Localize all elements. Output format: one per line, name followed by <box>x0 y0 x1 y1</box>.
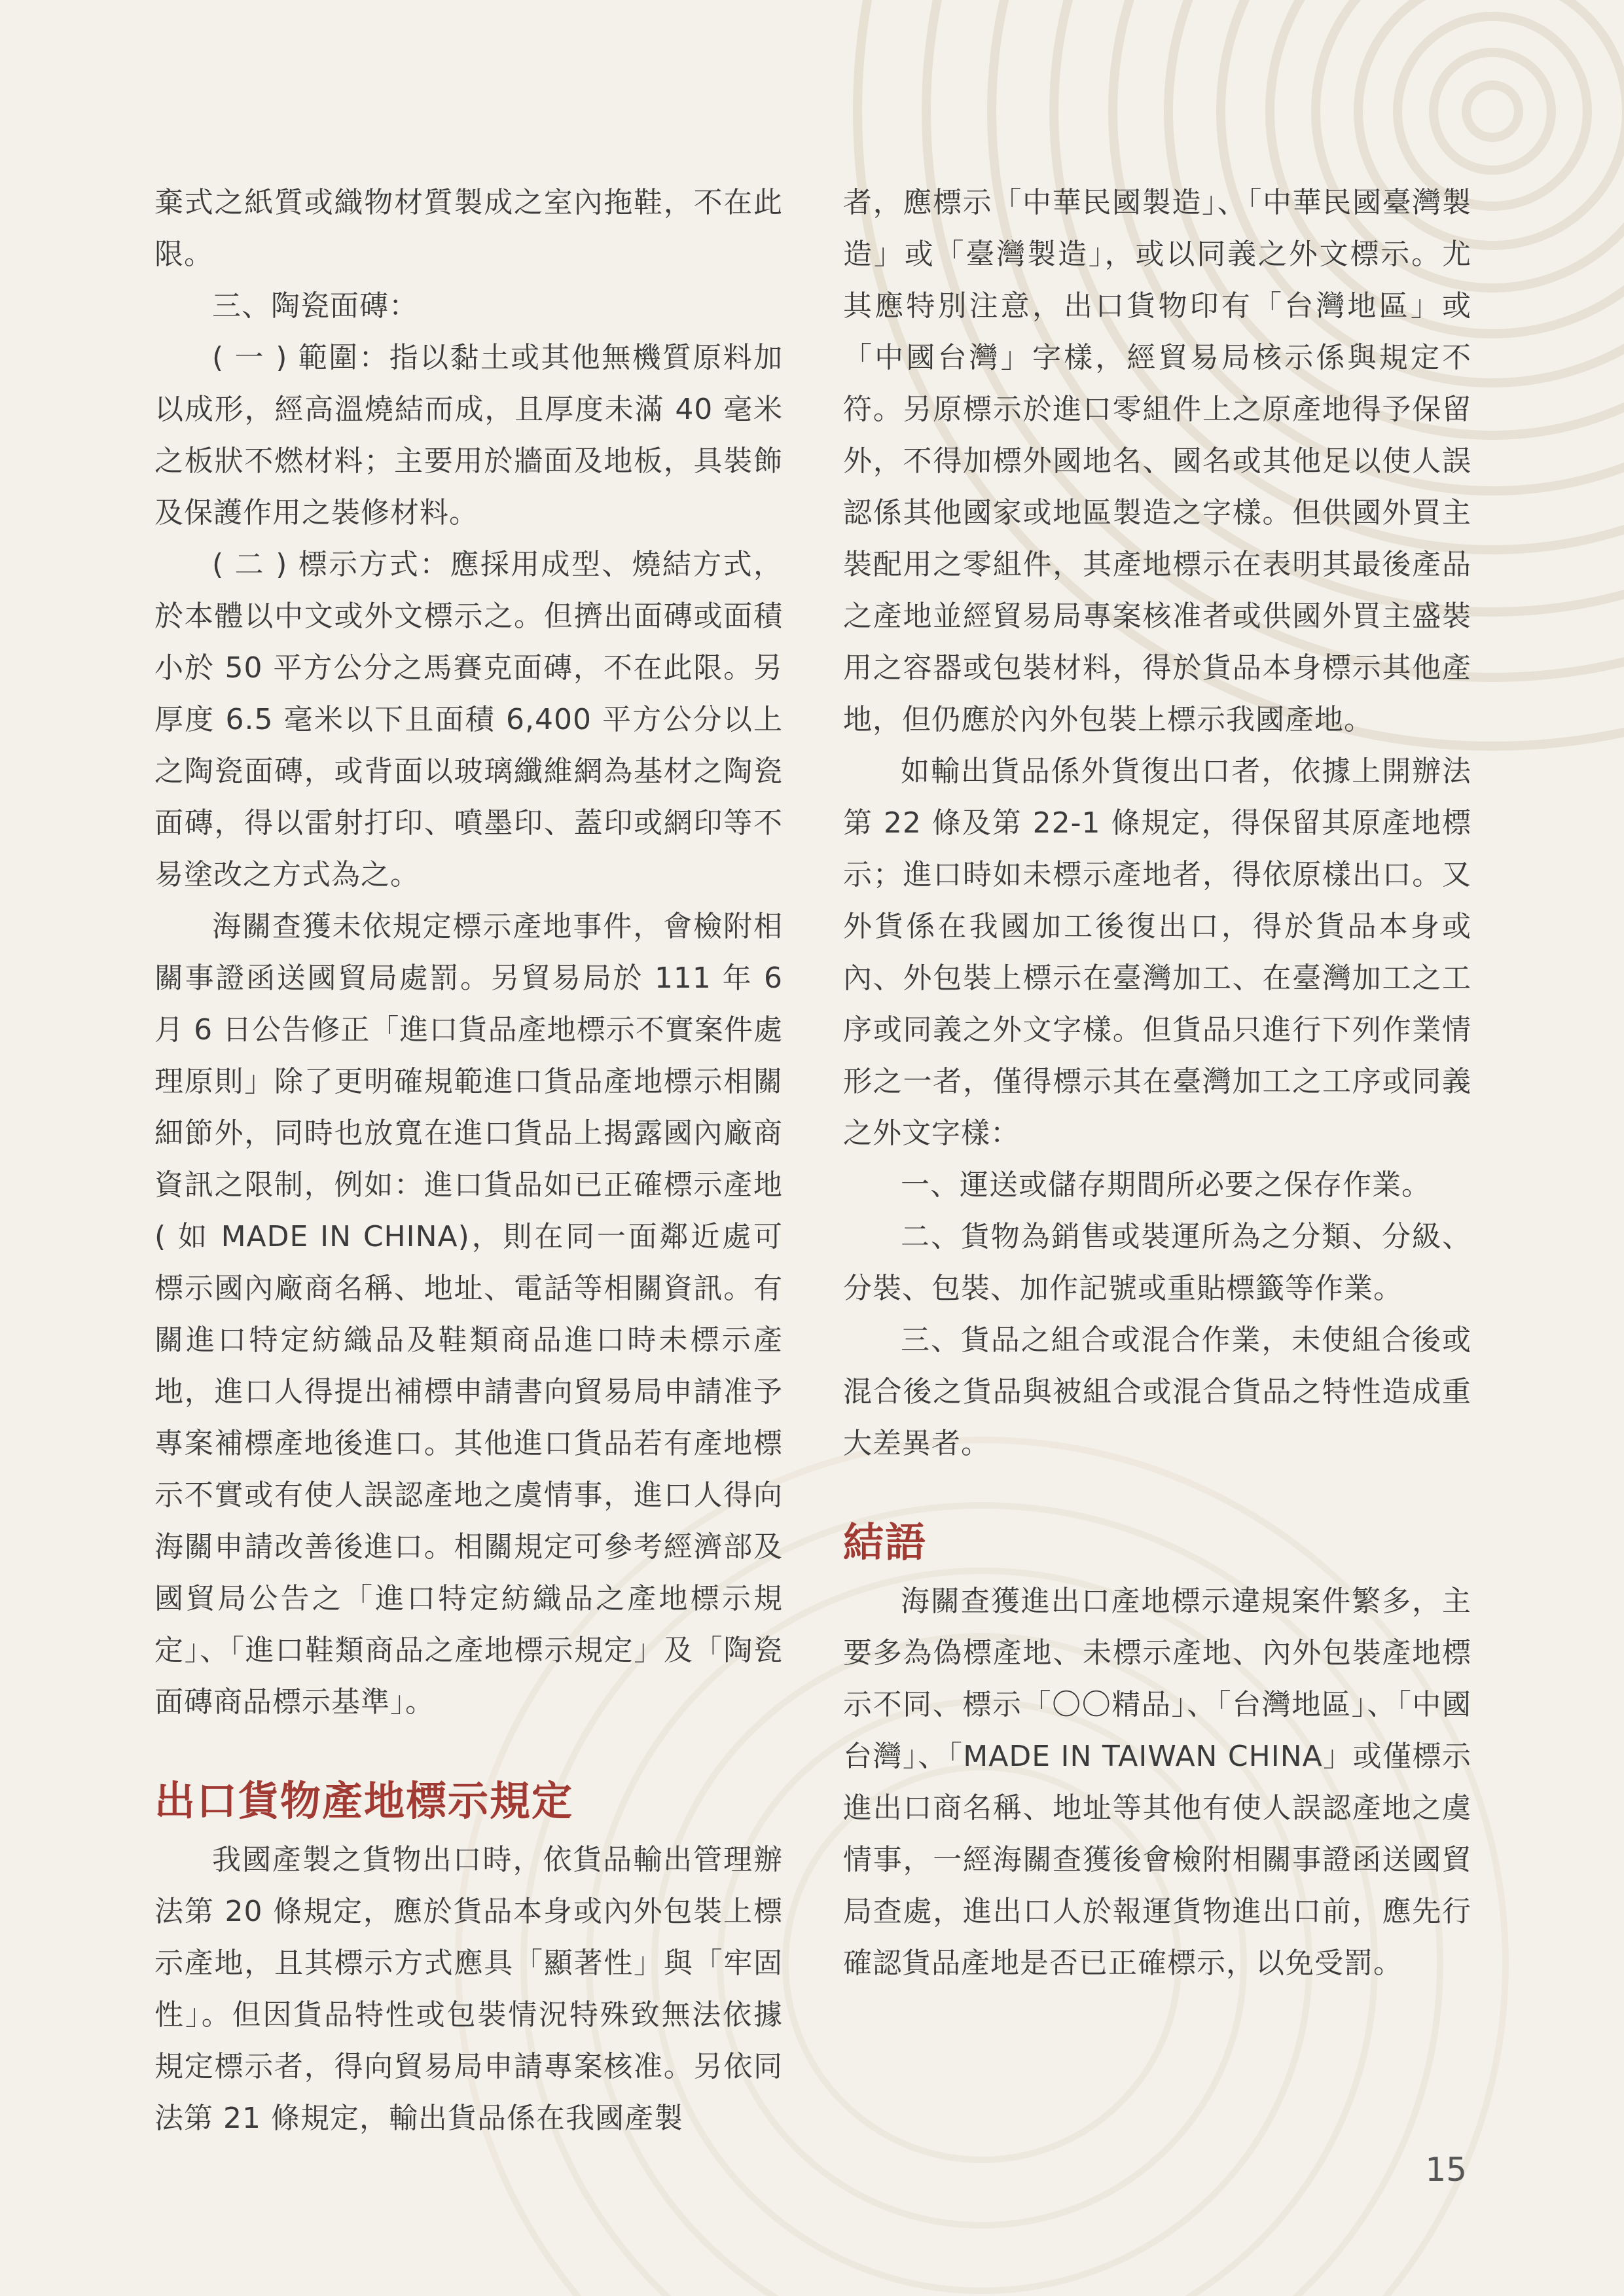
list-item: 二、貨物為銷售或裝運所為之分類、分級、分裝、包裝、加作記號或重貼標籤等作業。 <box>843 1220 1471 1305</box>
body-paragraph: ( 一 ) 範圍：指以黏土或其他無機質原料加以成形，經高溫燒結而成，且厚度未滿 40 毫米之板狀不燃材料；主要用於牆面及地板，具裝飾及保護作用之裝修材料。 <box>154 341 783 529</box>
left-column <box>154 177 783 2144</box>
body-paragraph: 海關查獲未依規定標示產地事件，會檢附相關事證函送國貿局處罰。另貿易局於 111 年 6 月 6 日公告修正「進口貨品產地標示不實案件處理原則」除了更明確規範進口貨品產地標示相關細節外，同時也放寬在進口貨品上揭露國內廠商資訊之限制，例如：進口貨品如已正確標示產地 ( 如 MADE IN CHINA)，則在同一面鄰近處可標示國內廠商名稱、地址、電話等相關資訊。有關進口特定紡織品及鞋類商品進口時未標示產地，進口人得提出補標申請書向貿易局申請准予專案補標產地後進口。其他進口貨品若有產地標示不實或有使人誤認產地之虞情事，進口人得向海關申請改善後進口。相關規定可參考經濟部及國貿局公告之「進口特定紡織品之產地標示規定」、「進口鞋類商品之產地標示規定」及「陶瓷面磚商品標示基準」。 <box>154 910 783 1719</box>
body-paragraph: 海關查獲進出口產地標示違規案件繁多，主要多為偽標產地、未標示產地、內外包裝產地標示不同、標示「〇〇精品」、「台灣地區」、「中國台灣」、「MADE IN TAIWAN CHINA」或僅標示進出口商名稱、地址等其他有使人誤認產地之虞情事，一經海關查獲後會檢附相關事證函送國貿局查處，進出口人於報運貨物進出口前，應先行確認貨品產地是否已正確標示，以免受罰。 <box>843 1585 1471 1980</box>
body-paragraph: 如輸出貨品係外貨復出口者，依據上開辦法第 22 條及第 22-1 條規定，得保留其原產地標示；進口時如未標示產地者，得依原樣出口。又外貨係在我國加工後復出口，得於貨品本身或內、外包裝上標示在臺灣加工、在臺灣加工之工序或同義之外文字樣。但貨品只進行下列作業情形之一者，僅得標示其在臺灣加工之工序或同義之外文字樣： <box>843 755 1471 1150</box>
section-title-conclusion: 結語 <box>843 1518 928 1566</box>
right-column <box>843 177 1471 1989</box>
list-item: 一、運送或儲存期間所必要之保存作業。 <box>901 1168 1431 1202</box>
list-item: 三、貨品之組合或混合作業，未使組合後或混合後之貨品與被組合或混合貨品之特性造成重大差異者。 <box>843 1323 1471 1460</box>
body-paragraph: ( 二 ) 標示方式：應採用成型、燒結方式，於本體以中文或外文標示之。但擠出面磚或面積小於 50 平方公分之馬賽克面磚，不在此限。另厚度 6.5 毫米以下且面積 6,400 平方公分以上之陶瓷面磚，或背面以玻璃纖維網為基材之陶瓷面磚，得以雷射打印、噴墨印、蓋印或網印等不易塗改之方式為之。 <box>154 548 783 891</box>
body-paragraph: 我國產製之貨物出口時，依貨品輸出管理辦法第 20 條規定，應於貨品本身或內外包裝上標示產地，且其標示方式應具「顯著性」與「牢固性」。但因貨品特性或包裝情況特殊致無法依據規定標示者，得向貿易局申請專案核准。另依同法第 21 條規定，輸出貨品係在我國產製 <box>154 1843 783 2135</box>
page-number: 15 <box>1425 2151 1467 2189</box>
body-paragraph: 棄式之紙質或織物材質製成之室內拖鞋，不在此限。 <box>154 186 783 271</box>
section-title-export-origin: 出口貨物產地標示規定 <box>154 1777 574 1825</box>
subsection-heading: 三、陶瓷面磚： <box>212 289 418 323</box>
body-paragraph: 者，應標示「中華民國製造」、「中華民國臺灣製造」或「臺灣製造」，或以同義之外文標示。尤其應特別注意，出口貨物印有「台灣地區」或「中國台灣」字樣，經貿易局核示係與規定不符。另原標示於進口零組件上之原產地得予保留外，不得加標外國地名、國名或其他足以使人誤認係其他國家或地區製造之字樣。但供國外買主裝配用之零組件，其產地標示在表明其最後產品之產地並經貿易局專案核准者或供國外買主盛裝用之容器或包裝材料，得於貨品本身標示其他產地，但仍應於內外包裝上標示我國產地。 <box>843 186 1471 736</box>
